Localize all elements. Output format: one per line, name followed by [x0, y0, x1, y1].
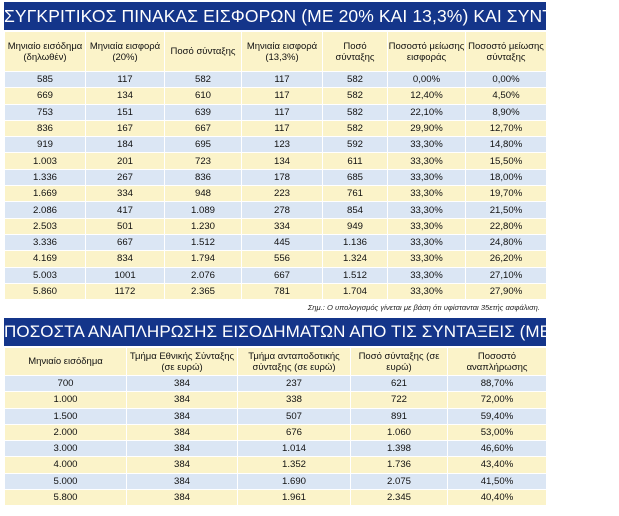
table-cell: 1.398 [351, 441, 448, 457]
table-cell: 19,70% [466, 186, 547, 202]
table-cell: 26,20% [466, 251, 547, 267]
table-cell: 3.000 [5, 441, 127, 457]
table-cell: 117 [242, 120, 323, 136]
table-cell: 700 [5, 376, 127, 392]
table-cell: 445 [242, 234, 323, 250]
table-cell: 761 [323, 186, 388, 202]
table-row [5, 186, 547, 202]
table-row [5, 441, 547, 457]
table-cell: 5.860 [5, 283, 86, 299]
table-cell: 334 [86, 186, 165, 202]
table-cell: 0,00% [388, 72, 466, 88]
table-row [5, 120, 547, 136]
table-cell: 1.336 [5, 169, 86, 185]
table-cell: 582 [323, 120, 388, 136]
table-row [5, 72, 547, 88]
table-row [5, 153, 547, 169]
table-cell: 891 [351, 408, 448, 424]
table-cell: 2.086 [5, 202, 86, 218]
table-row [5, 424, 547, 440]
table-cell: 2.076 [165, 267, 242, 283]
table-cell: 2.503 [5, 218, 86, 234]
table-cell: 117 [242, 72, 323, 88]
table-cell: 384 [127, 376, 238, 392]
table-cell: 507 [238, 408, 351, 424]
table-cell: 781 [242, 283, 323, 299]
table-cell: 384 [127, 424, 238, 440]
table-cell: 834 [86, 251, 165, 267]
table-cell: 582 [323, 88, 388, 104]
table-cell: 501 [86, 218, 165, 234]
table-cell: 949 [323, 218, 388, 234]
table-cell: 948 [165, 186, 242, 202]
table-cell: 667 [165, 120, 242, 136]
header-monthly-income: Μηνιαίο εισόδημα [5, 348, 127, 376]
table-cell: 2.000 [5, 424, 127, 440]
table-cell: 237 [238, 376, 351, 392]
table-cell: 15,50% [466, 153, 547, 169]
table-row [5, 104, 547, 120]
table-cell: 1.136 [323, 234, 388, 250]
table-cell: 1172 [86, 283, 165, 299]
table-cell: 556 [242, 251, 323, 267]
footnote: Σημ.: Ο υπολογισμός γίνεται με βάση ότι υφίστανται 35ετής ασφάλιση. [5, 300, 547, 315]
table-cell: 384 [127, 489, 238, 505]
table-cell: 33,30% [388, 202, 466, 218]
table-cell: 611 [323, 153, 388, 169]
table-cell: 72,00% [448, 392, 547, 408]
header-monthly-income-declared: Μηνιαίο εισόδημα (δηλωθέν) [5, 32, 86, 72]
table-cell: 33,30% [388, 218, 466, 234]
table-cell: 1.736 [351, 457, 448, 473]
table-cell: 12,70% [466, 120, 547, 136]
table-cell: 639 [165, 104, 242, 120]
table-cell: 1.512 [323, 267, 388, 283]
table-cell: 123 [242, 137, 323, 153]
table-cell: 18,00% [466, 169, 547, 185]
table-cell: 384 [127, 408, 238, 424]
table-cell: 33,30% [388, 251, 466, 267]
table-cell: 184 [86, 137, 165, 153]
table-cell: 267 [86, 169, 165, 185]
table-row [5, 392, 547, 408]
table-cell: 8,90% [466, 104, 547, 120]
table-cell: 610 [165, 88, 242, 104]
table-cell: 278 [242, 202, 323, 218]
table-cell: 151 [86, 104, 165, 120]
table-cell: 417 [86, 202, 165, 218]
table2-header-row [5, 348, 547, 376]
table-cell: 3.336 [5, 234, 86, 250]
table-cell: 12,40% [388, 88, 466, 104]
table-row [5, 457, 547, 473]
table-cell: 201 [86, 153, 165, 169]
table-cell: 22,80% [466, 218, 547, 234]
table-cell: 134 [242, 153, 323, 169]
header-pension-reduction: Ποσοστό μείωσης σύνταξης [466, 32, 547, 72]
table-cell: 117 [86, 72, 165, 88]
header-contribution-20: Μηνιαία εισφορά (20%) [86, 32, 165, 72]
table-row [5, 408, 547, 424]
table2-title: ΠΟΣΟΣΤΑ ΑΝΑΠΛΗΡΩΣΗΣ ΕΙΣΟΔΗΜΑΤΩΝ ΑΠΟ ΤΙΣ ΣΥΝΤΑΞΕΙΣ (ΜΕ 35ΕΤΙΑ) [4, 318, 546, 346]
table-cell: 1.352 [238, 457, 351, 473]
table-cell: 1.690 [238, 473, 351, 489]
table1-title: ΣΥΓΚΡΙΤΙΚΟΣ ΠΙΝΑΚΑΣ ΕΙΣΦΟΡΩΝ (ΜΕ 20% ΚΑΙ 13,3%) ΚΑΙ ΣΥΝΤΑΞΕΩΝ [4, 2, 546, 30]
table-cell: 53,00% [448, 424, 547, 440]
table-row [5, 218, 547, 234]
table-row [5, 169, 547, 185]
table-cell: 4,50% [466, 88, 547, 104]
table-cell: 21,50% [466, 202, 547, 218]
table-cell: 2.345 [351, 489, 448, 505]
replacement-rates-table [4, 347, 547, 506]
table-cell: 384 [127, 473, 238, 489]
table-cell: 1.704 [323, 283, 388, 299]
table-cell: 5.003 [5, 267, 86, 283]
header-contribution-reduction: Ποσοστό μείωσης εισφοράς [388, 32, 466, 72]
table-cell: 5.800 [5, 489, 127, 505]
table-row [5, 489, 547, 505]
table-cell: 338 [238, 392, 351, 408]
table-cell: 695 [165, 137, 242, 153]
table-cell: 2.075 [351, 473, 448, 489]
table-row [5, 234, 547, 250]
table-row [5, 283, 547, 299]
table-cell: 854 [323, 202, 388, 218]
table-cell: 836 [5, 120, 86, 136]
table-cell: 667 [86, 234, 165, 250]
table-cell: 1001 [86, 267, 165, 283]
table-cell: 1.794 [165, 251, 242, 267]
table-row [5, 376, 547, 392]
table-cell: 723 [165, 153, 242, 169]
table-row [5, 267, 547, 283]
table-cell: 384 [127, 392, 238, 408]
table-row [5, 251, 547, 267]
header-replacement-rate: Ποσοστό αναπλήρωσης [448, 348, 547, 376]
header-pension-amount-2: Ποσό σύνταξης [323, 32, 388, 72]
table-cell: 46,60% [448, 441, 547, 457]
table-cell: 41,50% [448, 473, 547, 489]
table-cell: 117 [242, 104, 323, 120]
table-cell: 384 [127, 441, 238, 457]
table-cell: 1.512 [165, 234, 242, 250]
table-cell: 582 [323, 72, 388, 88]
table-row [5, 473, 547, 489]
table-cell: 1.669 [5, 186, 86, 202]
header-pension-total: Ποσό σύνταξης (σε ευρώ) [351, 348, 448, 376]
table-cell: 592 [323, 137, 388, 153]
table-cell: 178 [242, 169, 323, 185]
table-cell: 27,10% [466, 267, 547, 283]
table-cell: 33,30% [388, 169, 466, 185]
table-row [5, 137, 547, 153]
table-cell: 667 [242, 267, 323, 283]
table-cell: 582 [323, 104, 388, 120]
table-cell: 43,40% [448, 457, 547, 473]
table-cell: 753 [5, 104, 86, 120]
table-cell: 117 [242, 88, 323, 104]
table-row [5, 88, 547, 104]
table-cell: 334 [242, 218, 323, 234]
table-cell: 384 [127, 457, 238, 473]
table-cell: 33,30% [388, 153, 466, 169]
header-contribution-13-3: Μηνιαία εισφορά (13,3%) [242, 32, 323, 72]
table-cell: 24,80% [466, 234, 547, 250]
table-cell: 1.014 [238, 441, 351, 457]
table-cell: 22,10% [388, 104, 466, 120]
table1-header-row [5, 32, 547, 72]
footnote-row [5, 300, 547, 315]
table-cell: 88,70% [448, 376, 547, 392]
table-cell: 2.365 [165, 283, 242, 299]
table-cell: 59,40% [448, 408, 547, 424]
table-cell: 33,30% [388, 283, 466, 299]
table-cell: 1.961 [238, 489, 351, 505]
table-cell: 134 [86, 88, 165, 104]
table-cell: 582 [165, 72, 242, 88]
contributions-table [4, 31, 547, 315]
table-cell: 585 [5, 72, 86, 88]
table-cell: 223 [242, 186, 323, 202]
table-cell: 167 [86, 120, 165, 136]
table-cell: 29,90% [388, 120, 466, 136]
table-cell: 33,30% [388, 234, 466, 250]
table-cell: 919 [5, 137, 86, 153]
table-cell: 621 [351, 376, 448, 392]
table-cell: 33,30% [388, 267, 466, 283]
table-cell: 1.500 [5, 408, 127, 424]
table-cell: 1.060 [351, 424, 448, 440]
table-cell: 836 [165, 169, 242, 185]
table-cell: 1.324 [323, 251, 388, 267]
table-cell: 4.000 [5, 457, 127, 473]
table-row [5, 202, 547, 218]
table-cell: 40,40% [448, 489, 547, 505]
table-cell: 722 [351, 392, 448, 408]
table-cell: 27,90% [466, 283, 547, 299]
table-cell: 1.230 [165, 218, 242, 234]
table-cell: 33,30% [388, 137, 466, 153]
header-contributory-pension: Τμήμα ανταποδοτικής σύνταξης (σε ευρώ) [238, 348, 351, 376]
header-national-pension: Τμήμα Εθνικής Σύνταξης (σε ευρώ) [127, 348, 238, 376]
table-cell: 1.089 [165, 202, 242, 218]
header-pension-amount: Ποσό σύνταξης [165, 32, 242, 72]
table-cell: 14,80% [466, 137, 547, 153]
table-cell: 669 [5, 88, 86, 104]
table-cell: 5.000 [5, 473, 127, 489]
table-cell: 4.169 [5, 251, 86, 267]
table-cell: 0,00% [466, 72, 547, 88]
table-cell: 676 [238, 424, 351, 440]
table-cell: 1.000 [5, 392, 127, 408]
table-cell: 685 [323, 169, 388, 185]
table-cell: 33,30% [388, 186, 466, 202]
table-cell: 1.003 [5, 153, 86, 169]
